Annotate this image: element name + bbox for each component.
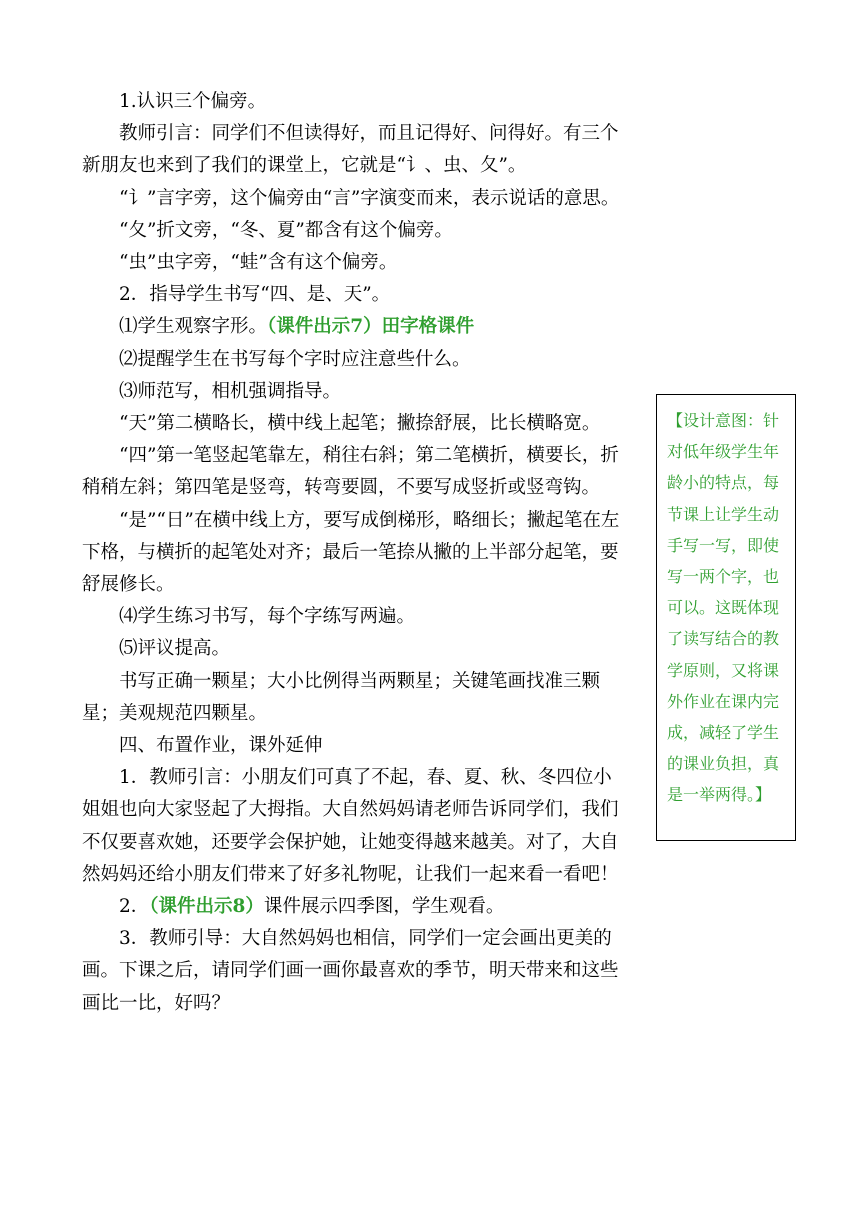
paragraph: 3．教师引导：大自然妈妈也相信，同学们一定会画出更美的画。下课之后，请同学们画一画你最喜欢的季节，明天带来和这些画比一比，好吗？ [82, 928, 619, 1014]
courseware-highlight: （课件出示7）田字格课件 [267, 316, 475, 338]
paragraph-text: 课件展示四季图，学生观看。 [263, 896, 505, 918]
paragraph: “夂”折文旁，“冬、夏”都含有这个偏旁。 [119, 219, 453, 241]
paragraph: 2．指导学生书写“四、是、天”。 [119, 284, 391, 306]
courseware-highlight: （课件出示8） [149, 896, 264, 918]
paragraph: 书写正确一颗星；大小比例得当两颗星；关键笔画找准三颗星；美观规范四颗星。 [82, 670, 601, 724]
paragraph: 1.认识三个偏旁。 [119, 91, 267, 112]
design-intent-text: 【设计意图：针对低年级学生年龄小的特点，每节课上让学生动手写一写，即使写一两个字，也可以。这既体现了读写结合的教学原则，又将课外作业在课内完成，减轻了学生的课业负担，真是一举两得。】 [667, 411, 780, 805]
paragraph: ⑷学生练习书写，每个字练写两遍。 [119, 606, 416, 628]
paragraph: ⑵提醒学生在书写每个字时应注意些什么。 [119, 348, 471, 370]
lesson-body [82, 86, 630, 1020]
paragraph: ⑸评议提高。 [119, 638, 231, 660]
paragraph: “讠”言字旁，这个偏旁由“言”字演变而来，表示说话的意思。 [119, 187, 620, 209]
paragraph [82, 891, 630, 923]
paragraph: “四”第一笔竖起笔靠左，稍往右斜；第二笔横折，横要长，折稍稍左斜；第四笔是竖弯，转弯要圆，不要写成竖折或竖弯钩。 [82, 445, 619, 499]
design-intent-box [656, 394, 796, 841]
paragraph [82, 311, 630, 343]
paragraph-text: ⑴学生观察字形。 [119, 316, 268, 338]
paragraph: “虫”虫字旁，“蛙”含有这个偏旁。 [119, 252, 398, 274]
section-heading: 四、布置作业，课外延伸 [119, 735, 323, 757]
paragraph: “天”第二横略长，横中线上起笔；撇捺舒展，比长横略宽。 [119, 413, 601, 435]
paragraph: “是”“日”在横中线上方，要写成倒梯形，略细长；撇起笔在左下格，与横折的起笔处对齐；最后一笔捺从撇的上半部分起笔，要舒展修长。 [82, 509, 620, 596]
paragraph: 1．教师引言：小朋友们可真了不起，春、夏、秋、冬四位小姐姐也向大家竖起了大拇指。大自然妈妈请老师告诉同学们，我们不仅要喜欢她，还要学会保护她，让她变得越来越美。对了，大自然妈妈还给小朋友们带来了好多礼物呢，让我们一起来看一看吧！ [82, 767, 619, 885]
paragraph: ⑶师范写，相机强调指导。 [119, 380, 342, 402]
paragraph-number: 2． [119, 896, 150, 918]
paragraph: 教师引言：同学们不但读得好，而且记得好、问得好。有三个新朋友也来到了我们的课堂上，它就是“讠、虫、夂”。 [82, 123, 619, 177]
